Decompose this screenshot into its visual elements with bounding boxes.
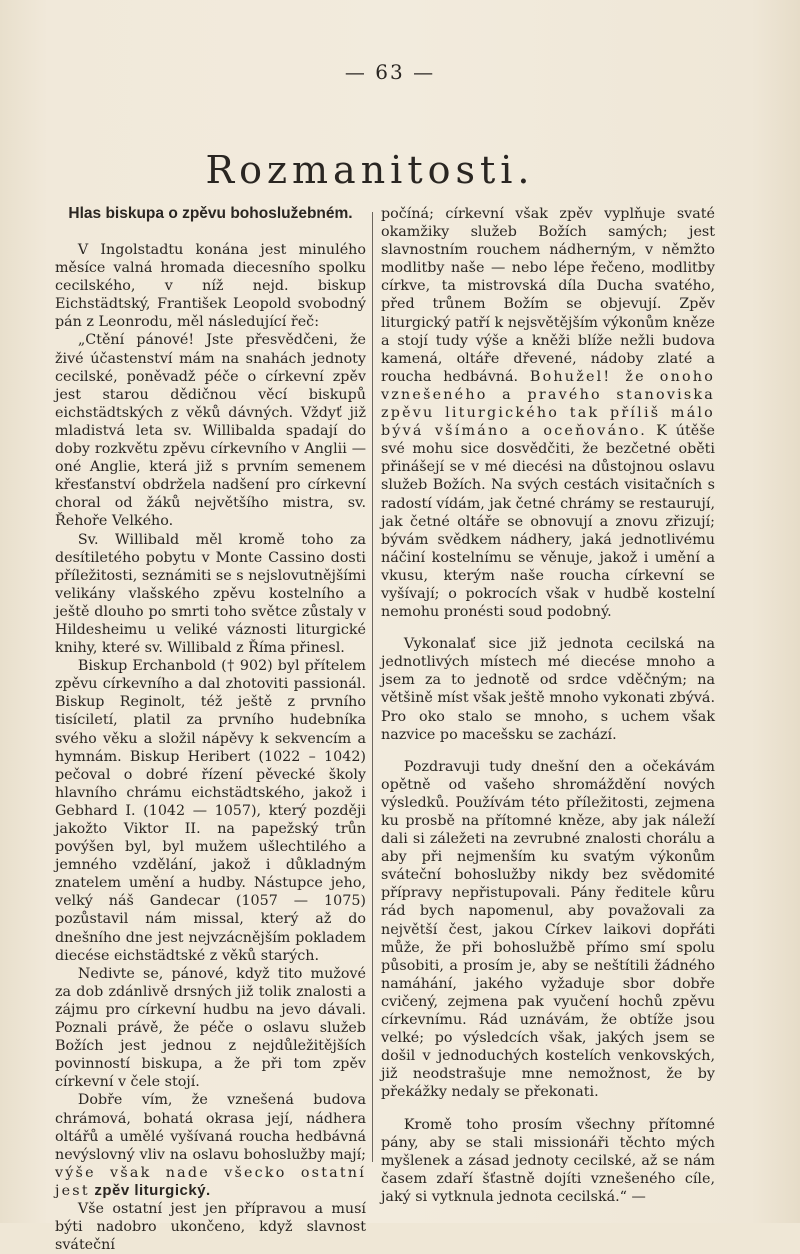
column-divider	[372, 212, 373, 1162]
spaced-emphasis: Bohužel! že onoho vznešeného a pravého stanoviska zpěvu liturgického tak příliš málo bývá všímáno a oceňováno.	[381, 368, 715, 440]
section-title: Rozmanitosti.	[205, 148, 535, 192]
left-column	[55, 205, 366, 1254]
paragraph: Kromě toho prosím všechny přítomné pány, aby se stali missionáři těchto mých myšlenek a zásad jednoty cecilské, až se nám časem zdaří šťastně dojíti vznešeného cíle, jaký si vytknula jednota cecilská.“ —	[381, 1116, 715, 1205]
paragraph	[381, 205, 715, 621]
paragraph: Biskup Erchanbold († 902) byl přítelem zpěvu církevního a dal zhotoviti passionál. Biskup Reginolt, též ještě z prvního tisíciletí, platil za prvního hudebníka svého věku a složil nápěvy k sekvencím a hymnám. Biskup Heribert (1022 – 1042) pečoval o dobré řízení pěvecké školy hlavního chrámu eichstädtského, jakož i Gebhard I. (1042 — 1057), který později jakožto Viktor II. na papežský trůn povýšen byl, byl mužem ušlechtilého a jemného vzdělání, jakož i důkladným znatelem umění a hudby. Nástupce jeho, velký náš Gandecar (1057 — 1075) pozůstavil nám missal, který až do dnešního dne jest nejvzácnějším pokladem diecése eichstädtské z věků starých.	[55, 658, 366, 964]
paragraph: V Ingolstadtu konána jest minulého měsíce valná hromada diecesního spolku cecilského, v níž nejd. biskup Eichstädtský, František Leopold svobodný pán z Leonrodu, měl následující řeč:	[55, 242, 366, 331]
paragraph: Nedivte se, pánové, když tito mužové za dob zdánlivě drsných již tolik znalosti a zájmu pro církevní hudbu na jevo dávali. Poznali právě, že péče o oslavu služeb Božích jest jednou z nejdůležitějších povinností biskupa, a že při tom zpěv církevní v čele stojí.	[55, 965, 366, 1091]
bold-emphasis: zpěv liturgický.	[94, 1181, 211, 1199]
right-column	[381, 205, 715, 1206]
paragraph: Sv. Willibald měl kromě toho za desítiletého pobytu v Monte Cassino dosti příležitosti, seznámiti se s nejslovutnějšími velikány vlašského zpěvu kostelního a ještě dlouho po smrti toho světce zůstaly v Hildesheimu u veliké váznosti liturgické knihy, které sv. Willibald z Říma přinesl.	[55, 531, 366, 657]
paragraph-text: počíná; církevní však zpěv vyplňuje svaté okamžiky služeb Božích samých; jest slavnostním rouchem nádherným, v němžto modlitby naše — nebo lépe řečeno, modlitby církve, ta mistrovská díla Ducha svatého, před trůnem Božím se objevují. Zpěv liturgický patří k nejsvětějším výkonům kněze a stojí tudy výše a kněži blíže nežli budova kamená, oltáře dřevené, nádoby zlaté a roucha hedbávná.	[381, 206, 715, 385]
paragraph-text: Dobře vím, že vznešená budova chrámová, bohatá okrasa její, nádhera oltářů a umělé vyšívaná roucha hedbávná nevýslovný vliv na oslavu bohoslužby mají;	[55, 1092, 366, 1163]
spaced-emphasis: výše však nade všecko ostatní jest	[55, 1164, 366, 1199]
article-heading: Hlas biskupa o zpěvu bohoslužebném.	[68, 205, 353, 222]
paragraph-text: K útěše své mohu sice dosvědčiti, že bezčetné oběti přinášejí se v mé diecési na důstojnou oslavu služeb Božích. Na svých cestách visitačních s radostí vídám, jak četné chrámy se restaurují, jak četné oltáře se obnovují a znovu zřizují; bývám svědkem nádhery, jaká jednotlivému náčiní kostelnímu se věnuje, jakož i umění a vkusu, kterým naše roucha církevní se vyšívají; o pokrocích však v hudbě kostelní nemohu pronésti soud podobný.	[381, 423, 716, 621]
paragraph: Vše ostatní jest jen přípravou a musí býti nadobro ukončeno, když slavnost sváteční	[55, 1200, 366, 1254]
paragraph	[55, 1091, 366, 1200]
paragraph: Vykonalať sice již jednota cecilská na jednotlivých místech mé diecése mnoho a jsem za to jednotě od srdce vděčným; na většině míst však ještě mnoho vykonati zbývá. Pro oko stalo se mnoho, s uchem však nazvice po macešsku se zachází.	[381, 636, 715, 743]
page-number: — 63 —	[344, 60, 436, 84]
paragraph: „Ctění pánové! Jste přesvědčeni, že živé účastenství mám na snahách jednoty cecilské, poněvadž péče o církevní zpěv jest starou dědičnou věcí biskupů eichstädtských z věků dávných. Vždyť již mladistvá leta sv. Willibalda spadají do doby rozkvětu zpěvu církevního v Anglii — oné Anglie, která již s prvním semenem křesťanství obdržela nadšení pro církevní choral od žáků největšího mistra, sv. Řehoře Velkého.	[55, 332, 366, 530]
paragraph: Pozdravuji tudy dnešní den a očekávám opětně od vašeho shromáždění nových výsledků. Používám této příležitosti, zejmena ku prosbě na přítomné kněze, aby jak náleží dali si záležeti na zevrubné znalosti chorálu a aby při nejmenším ku svatým výkonům sváteční bohoslužby nikdy bez svědomité přípravy nepřistupovali. Pány ředitele kůru rád bych napomenul, aby považovali za největší čest, jakou Církev laikovi dopřáti může, že při bohoslužbě přímo smí spolu působiti, a prosím je, aby se neštítili žádného namáhání, jakého vyžaduje sbor dobře cvičený, zejmena pak vyučení hochů zpěvu církevnímu. Rád uznávám, že obtíže jsou velké; po výsledcích však, jakých jsem se došil v jednoduchých kostelích venkovských, již neodstrašuje mne nemožnost, že by překážky nedaly se překonati.	[381, 758, 715, 1101]
